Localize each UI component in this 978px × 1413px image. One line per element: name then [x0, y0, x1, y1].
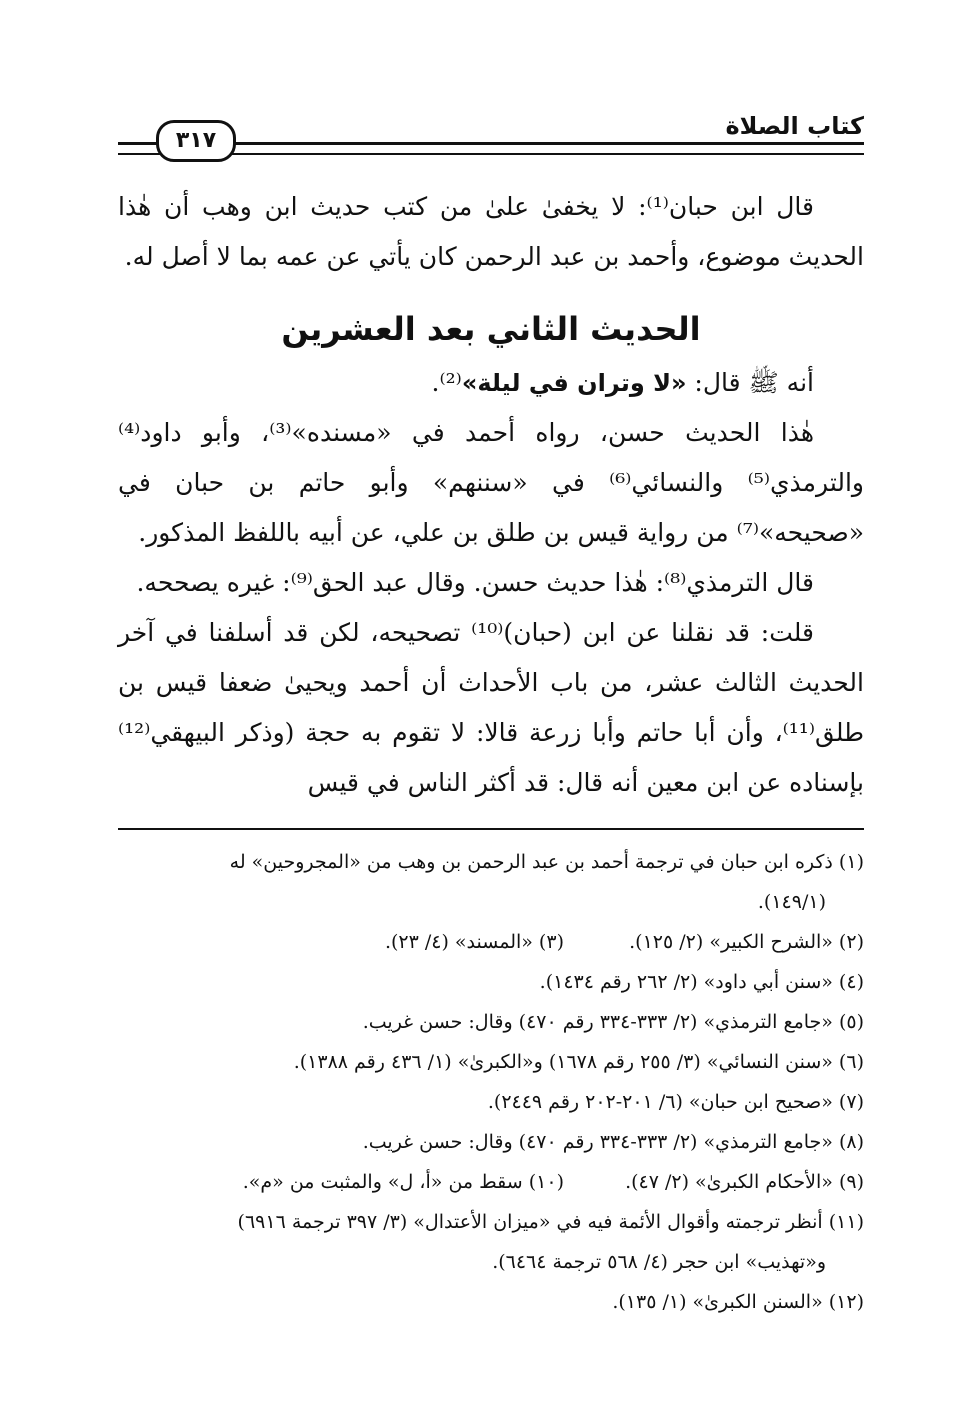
footnote-6: (٦) «سنن النسائي» (٣/ ٢٥٥ رقم ١٦٧٨) و«الكبرىٰ» (١/ ٤٣٦ رقم ١٣٨٨). [293, 1051, 864, 1073]
footnote-10: (١٠) سقط من «أ، ل» والمثبت من «م». [242, 1171, 564, 1193]
footnote-8: (٨) «جامع الترمذي» (٢/ ٣٣٣-٣٣٤ رقم ٤٧٠) وقال: حسن غريب. [362, 1131, 864, 1153]
main-text [118, 182, 864, 808]
footnote-11: (١١) أنظر ترجمته وأقوال الأئمة فيه في «ميزان الأعتدال» (٣/ ٣٩٧ ترجمة ٦٩١٦) [237, 1211, 864, 1233]
footnote-9: (٩) «الأحكام الكبرىٰ» (٢/ ٤٧). [625, 1171, 864, 1193]
hadith-intro: أنه ﷺ قال: [686, 368, 814, 397]
page-number: ٣١٧ [156, 120, 236, 162]
footnote-row-2-3 [118, 922, 864, 962]
hadith-suffix: ⁽²⁾. [431, 368, 462, 397]
footnote-3: (٣) «المسند» (٤/ ٢٣). [384, 931, 564, 953]
paragraph-commentary: قلت: قد نقلنا عن ابن (حبان)⁽¹⁰⁾ تصحيحه، لكن قد أسلفنا في آخر الحديث الثالث عشر، من باب الأحداث أن أحمد ويحيىٰ ضعفا قيس بن طلق⁽¹¹⁾، وأن أبا حاتم وأبا زرعة قالا: لا تقوم به حجة (وذكر البيهقي⁽¹²⁾ بإسناده عن ابن معين أنه قال: قد أكثر الناس في قيس [118, 618, 864, 797]
footnote-7: (٧) «صحيح ابن حبان» (٦/ ٢٠١-٢٠٢ رقم ٢٤٤٩). [487, 1091, 864, 1113]
footnote-5: (٥) «جامع الترمذي» (٢/ ٣٣٣-٣٣٤ رقم ٤٧٠) وقال: حسن غريب. [362, 1011, 864, 1033]
footnote-1: (١) ذكره ابن حبان في ترجمة أحمد بن عبد الرحمن بن وهب من «المجروحين» له [229, 851, 864, 873]
footnote-separator [118, 828, 864, 830]
paragraph-ibn-hibban: قال ابن حبان⁽¹⁾: لا يخفىٰ علىٰ من كتب حديث ابن وهب أن هٰذا الحديث موضوع، وأحمد بن عبد الرحمن كان يأتي عن عمه بما لا أصل له. [118, 192, 864, 271]
footnote-1-continued: (١٤٩/١). [757, 891, 826, 913]
section-heading: الحديث الثاني بعد العشرين [281, 310, 701, 348]
paragraph-sources: هٰذا الحديث حسن، رواه أحمد في «مسنده»⁽³⁾، وأبو داود⁽⁴⁾ والترمذي⁽⁵⁾ والنسائي⁽⁶⁾ في «سننهم» وأبو حاتم بن حبان في «صحيحه»⁽⁷⁾ من رواية قيس بن طلق بن علي، عن أبيه باللفظ المذكور. [118, 418, 865, 547]
footnote-row-9-10 [118, 1162, 864, 1202]
footnotes [118, 842, 864, 1322]
footnote-4: (٤) «سنن أبي داود» (٢/ ٢٦٢ رقم ١٤٣٤). [539, 971, 864, 993]
footnote-11-continued: و«تهذيب» ابن حجر (٤/ ٥٦٨ ترجمة ٦٤٦٤). [492, 1251, 826, 1273]
footnote-12: (١٢) «السنن الكبرىٰ» (١/ ١٣٥). [612, 1291, 864, 1313]
paragraph-tirmidhi: قال الترمذي⁽⁸⁾: هٰذا حديث حسن. وقال عبد الحق⁽⁹⁾: غيره يصححه. [136, 568, 814, 597]
hadith-text [118, 358, 864, 408]
footnote-2: (٢) «الشرح الكبير» (٢/ ١٢٥). [629, 931, 864, 953]
page-header [118, 108, 864, 158]
hadith-quote: «لا وتران في ليلة» [461, 369, 687, 397]
running-title: كتاب الصلاة [725, 112, 864, 140]
